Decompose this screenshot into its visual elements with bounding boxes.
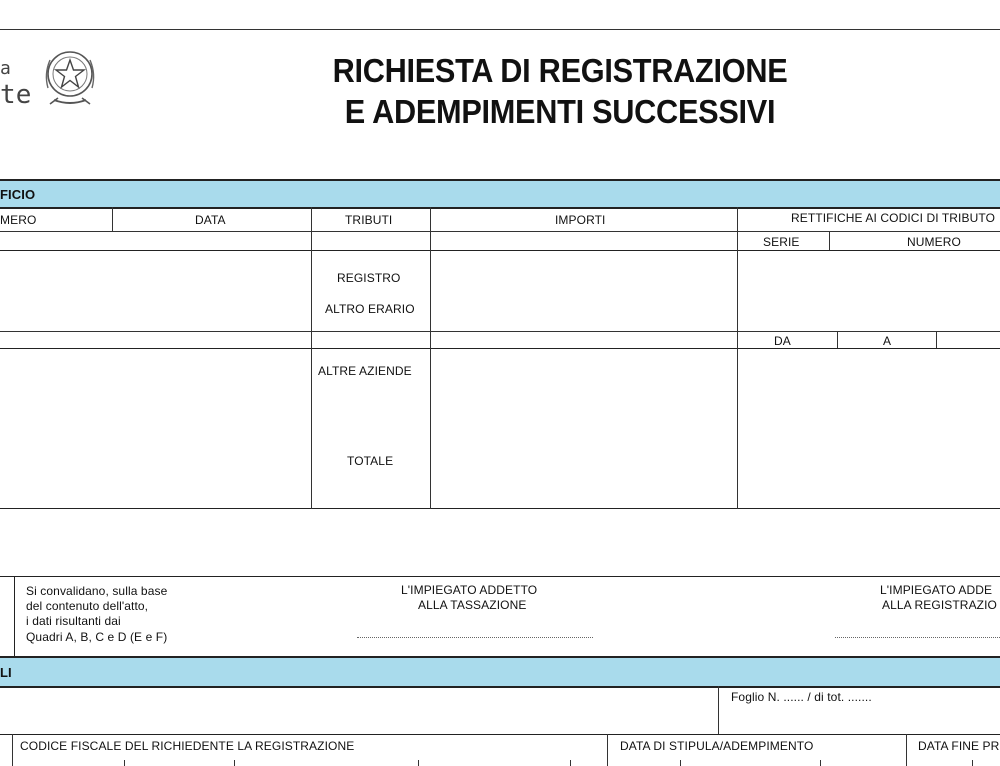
clerk-tax-label-1: L'IMPIEGATO ADDETTO (401, 583, 538, 597)
sub-serie: SERIE (763, 235, 800, 249)
field-tick (570, 760, 571, 766)
logo-text-bottom: te (0, 80, 32, 110)
col-divider (829, 231, 830, 250)
col-divider (311, 207, 312, 509)
col-divider (12, 734, 13, 766)
clerk-reg-label-2: ALLA REGISTRAZIO (882, 598, 997, 612)
col-divider (430, 207, 431, 509)
row-line (0, 331, 1000, 332)
clerk-tax-label-2: ALLA TASSAZIONE (418, 598, 527, 612)
top-rule (0, 29, 1000, 30)
validation-text-2: del contenuto dell'atto, (26, 599, 149, 613)
col-divider (112, 207, 113, 231)
col-rettifiche: RETTIFICHE AI CODICI DI TRIBUTO (791, 211, 996, 225)
logo-text-top: a (0, 58, 11, 79)
validation-left-divider (14, 576, 15, 656)
tributo-altro-erario: ALTRO ERARIO (325, 302, 415, 316)
clerk-reg-label-1: L'IMPIEGATO ADDE (880, 583, 993, 597)
section-generali-band (0, 656, 1000, 688)
emblem-logo (0, 44, 110, 114)
tributo-altre-aziende: ALTRE AZIENDE (318, 364, 412, 378)
row-line (0, 734, 1000, 735)
validation-top-line (0, 576, 1000, 577)
foglio-divider (718, 686, 719, 734)
field-tick (972, 760, 973, 766)
data-fine-label: DATA FINE PR (918, 739, 1000, 753)
col-tributi: TRIBUTI (345, 213, 393, 227)
clerk-reg-signature-line[interactable] (835, 637, 1000, 638)
form-title-line1: RICHIESTA DI REGISTRAZIONE (332, 52, 788, 89)
col-divider (837, 331, 838, 348)
foglio-label[interactable]: Foglio N. ...... / di tot. ....... (731, 690, 872, 704)
sub-numero: NUMERO (907, 235, 961, 249)
col-numero: MERO (0, 213, 37, 227)
col-divider (607, 734, 608, 766)
row-line (0, 348, 1000, 349)
row-line (0, 250, 1000, 251)
sub-a: A (883, 334, 892, 348)
italian-emblem-icon (40, 44, 102, 110)
clerk-tax-signature-line[interactable] (357, 637, 593, 638)
data-stipula-label: DATA DI STIPULA/ADEMPIMENTO (620, 739, 814, 753)
sub-da: DA (774, 334, 791, 348)
field-tick (234, 760, 235, 766)
section-generali-label: LI (0, 665, 12, 680)
section-bottom-line (0, 508, 1000, 509)
field-tick (418, 760, 419, 766)
tributo-registro: REGISTRO (337, 271, 401, 285)
row-line (0, 231, 1000, 232)
field-tick (820, 760, 821, 766)
field-tick (680, 760, 681, 766)
codice-fiscale-label: CODICE FISCALE DEL RICHIEDENTE LA REGISTRAZIONE (20, 739, 355, 753)
col-divider (737, 207, 738, 509)
tributo-totale: TOTALE (347, 454, 394, 468)
form-title-line2: E ADEMPIMENTI SUCCESSIVI (344, 93, 776, 130)
field-tick (124, 760, 125, 766)
col-importi: IMPORTI (555, 213, 606, 227)
section-ufficio-label: FICIO (0, 187, 36, 202)
col-data: DATA (195, 213, 226, 227)
validation-text-3: i dati risultanti dai (26, 614, 121, 628)
validation-text-4: Quadri A, B, C e D (E e F) (26, 630, 168, 644)
validation-text-1: Si convalidano, sulla base (26, 584, 168, 598)
col-divider (906, 734, 907, 766)
section-ufficio-band (0, 179, 1000, 209)
col-divider (936, 331, 937, 348)
